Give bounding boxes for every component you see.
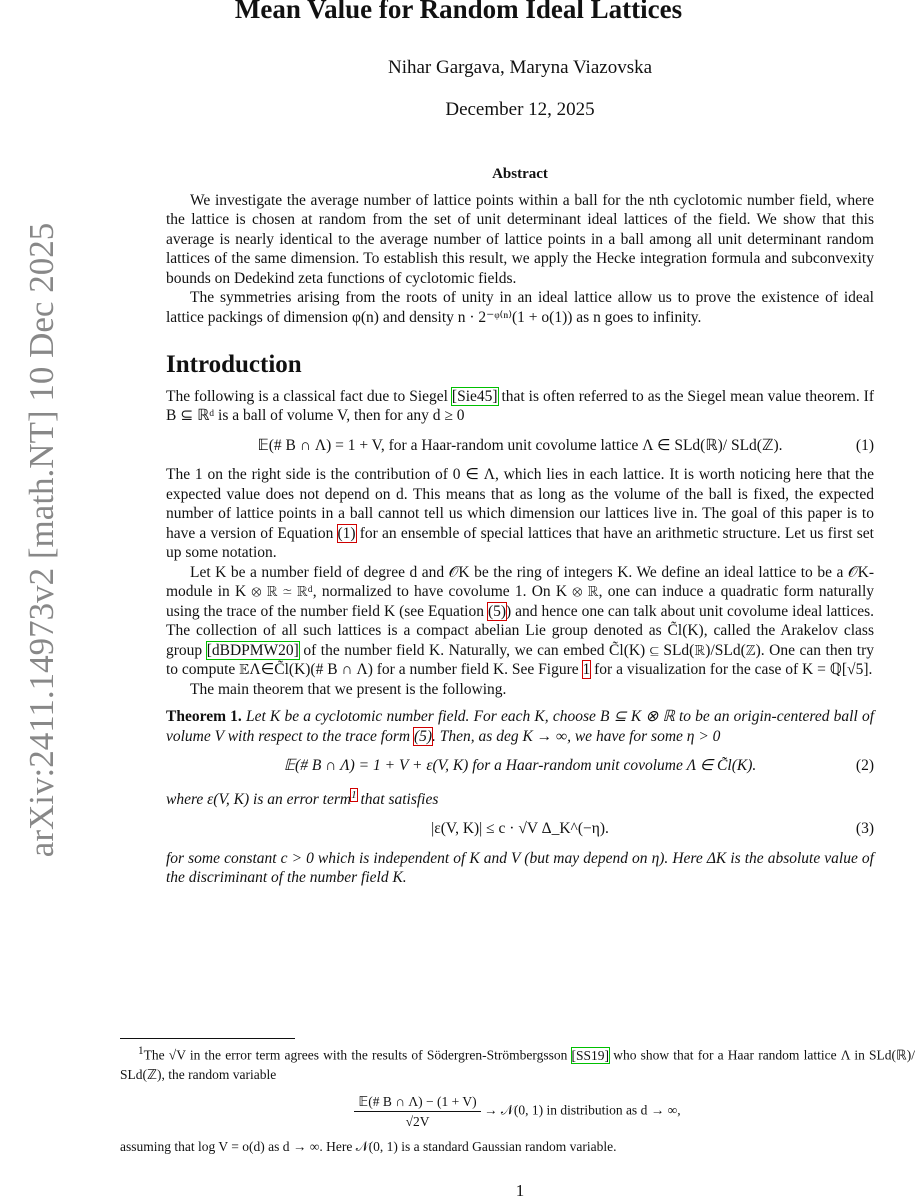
abstract (166, 165, 874, 327)
equation-3-number: (3) (855, 820, 874, 838)
footnote-text-a: The √V in the error term agrees with the results of Södergren-Strömbergsson (143, 1047, 572, 1063)
equation-2 (166, 756, 874, 776)
footnote-1-mark: 1 (138, 1045, 144, 1057)
footnote-fraction-numerator: 𝔼(# B ∩ Λ) − (1 + V) (354, 1092, 480, 1112)
intro-p2-text-a: The 1 on the right side is the contribution of 0 ∈ Λ, which lies in each lattice. It is worth noticing here that the expected value does not depend on d. This means that as long as the volume of the ball is fixed, the expected number of lattice points in a ball cannot tell us which dimension our lattices live in. The goal of this paper is to have a version of Equation (166, 466, 874, 542)
footnote-fraction (354, 1092, 480, 1131)
equation-3-body: |ε(V, K)| ≤ c · √V Δ_K^(−η). (431, 820, 609, 838)
citation-dbdpmw20[interactable]: [dBDPMW20] (206, 641, 299, 659)
footnote-1 (120, 1042, 915, 1156)
paper-authors: Nihar Gargava, Maryna Viazovska (387, 57, 653, 78)
theorem-1-text-c: where ε(V, K) is an error term (166, 790, 352, 808)
arxiv-stamp: arXiv:2411.14973v2 [math.NT] 10 Dec 2025 (22, 222, 61, 858)
intro-paragraph-4: The main theorem that we present is the following. (190, 680, 507, 698)
equation-ref-5[interactable]: (5) (487, 602, 507, 620)
intro-paragraph-3 (166, 563, 874, 680)
section-heading-introduction: Introduction (166, 351, 302, 378)
footnote-fraction-tail: → 𝒩(0, 1) in distribution as d → ∞, (480, 1102, 681, 1118)
footnote-closing: assuming that log V = o(d) as d → ∞. Here 𝒩(0, 1) is a standard Gaussian random variable. (120, 1138, 617, 1154)
theorem-1 (166, 707, 874, 746)
equation-2-number: (2) (855, 757, 874, 774)
theorem-1-conclusion: for some constant c > 0 which is independent of K and V (but may depend on η). Here ΔK is the absolute value of the discriminant of the number field K. (166, 849, 874, 887)
paper-date: December 12, 2025 (445, 99, 595, 120)
footnote-mark-1[interactable]: 1 (351, 788, 357, 801)
footnote-fraction-denominator: √2V (405, 1113, 430, 1129)
abstract-heading: Abstract (492, 166, 548, 182)
paper-body (166, 165, 874, 888)
intro-paragraph-1 (166, 387, 874, 426)
theorem-1-text-a: Let K be a cyclotomic number field. For each K, choose B ⊆ K ⊗ ℝ to be an origin-centered ball of volume V with respect to the trace form (166, 708, 874, 745)
intro-p2-text-b: for an ensemble of special lattices that have an arithmetic structure. Let us first set up some notation. (166, 524, 874, 561)
paper-title: Mean Value for Random Ideal Lattices (234, 0, 683, 24)
footnote-rule (120, 1038, 295, 1039)
intro-p3-text-d: for a visualization for the case of K = ℚ[√5]. (590, 661, 873, 678)
figure-ref-1[interactable]: 1 (582, 661, 591, 678)
theorem-1-continued (166, 786, 874, 810)
equation-1 (166, 436, 874, 456)
citation-ss19[interactable]: [SS19] (571, 1047, 610, 1063)
abstract-paragraph-1: We investigate the average number of lattice points within a ball for the nth cyclotomic number field, where the lattice is chosen at random from the set of unit determinant ideal lattices of the field. We show that this average is nearly identical to the average number of lattice points in a ball among all unit determinant random lattices of the same dimension. To establish this result, we apply the Hecke integration formula and subconvexity bounds on Dedekind zeta functions of cyclotomic fields. (166, 191, 874, 287)
page-number: 1 (515, 1181, 525, 1200)
footnote-1-paragraph (120, 1042, 915, 1084)
equation-ref-1[interactable]: (1) (337, 524, 356, 542)
intro-paragraph-2 (166, 465, 874, 563)
footnote-equation (120, 1092, 915, 1131)
footnote-text-b: who show that for a Haar random lattice Λ in SLd(ℝ)/ SLd(ℤ), the random variable (120, 1047, 915, 1082)
abstract-paragraph-2: The symmetries arising from the roots of unity in an ideal lattice allow us to prove the existence of ideal lattice packings of dimension φ(n) and density n · 2⁻ᵠ⁽ⁿ⁾(1 + o(1)) as n goes to infinity. (166, 289, 874, 326)
intro-p1-text-a: The following is a classical fact due to Siegel (166, 387, 452, 405)
equation-1-number: (1) (855, 436, 874, 454)
intro-p3-text-c: of the number field K. Naturally, we can embed C̃l(K) ⊆ SLd(ℝ)/SLd(ℤ). One can then try to compute 𝔼Λ∈C̃l(K)(# B ∩ Λ) for a number field K. See Figure (166, 641, 874, 678)
equation-1-body: 𝔼(# B ∩ Λ) = 1 + V, for a Haar-random unit covolume lattice Λ ∈ SLd(ℝ)/ SLd(ℤ). (257, 436, 783, 454)
equation-2-body: 𝔼(# B ∩ Λ) = 1 + V + ε(V, K) for a Haar-random unit covolume Λ ∈ C̃l(K). (283, 757, 757, 774)
theorem-1-heading: Theorem 1. (166, 708, 242, 725)
citation-sie45[interactable]: [Sie45] (451, 387, 498, 405)
theorem-1-text-d: that satisfies (356, 790, 439, 808)
theorem-1-text-b: . Then, as deg K → ∞, we have for some η > 0 (432, 727, 721, 745)
intro-p3-text-b: ) and hence one can talk about unit covolume ideal lattices. The collection of all such lattices is a compact abelian Lie group denoted as C̃l(K), called the Arakelov class group (166, 602, 874, 659)
equation-ref-5-theorem[interactable]: (5) (413, 727, 433, 745)
intro-p3-text-a: Let K be a number field of degree d and 𝒪K be the ring of integers K. We define an ideal lattice to be a 𝒪K-module in K ⊗ ℝ ≃ ℝᵈ, normalized to have covolume 1. On K ⊗ ℝ, one can induce a quadratic form naturally using the trace of the number field K (see Equation (166, 563, 874, 620)
equation-3 (166, 819, 874, 839)
intro-p1-text-b: that is often referred to as the Siegel mean value theorem. If B ⊆ ℝᵈ is a ball of volume V, then for any d ≥ 0 (166, 387, 875, 424)
